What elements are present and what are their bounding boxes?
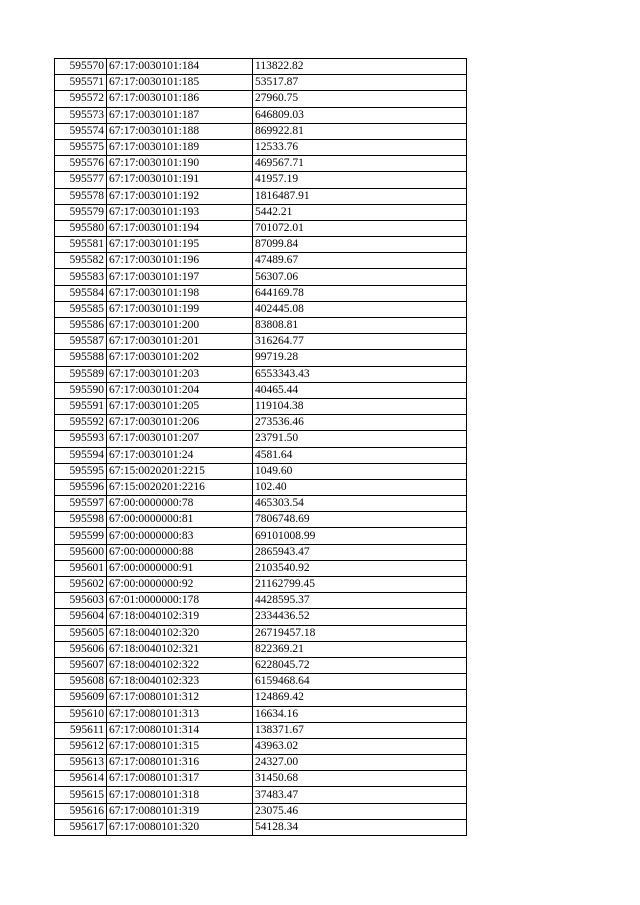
row-id-cell: 595590	[55, 382, 107, 398]
value-cell: 56307.06	[253, 269, 467, 285]
value-cell: 43963.02	[253, 738, 467, 754]
cadastral-number-cell: 67:17:0080101:317	[107, 771, 253, 787]
table-row	[55, 301, 467, 317]
table-row	[55, 641, 467, 657]
value-cell: 12533.76	[253, 139, 467, 155]
table-row	[55, 91, 467, 107]
cadastral-number-cell: 67:17:0030101:198	[107, 285, 253, 301]
value-cell: 4428595.37	[253, 593, 467, 609]
cadastral-number-cell: 67:15:0020201:2216	[107, 479, 253, 495]
row-id-cell: 595593	[55, 431, 107, 447]
table-row	[55, 285, 467, 301]
data-table	[54, 58, 467, 836]
value-cell: 31450.68	[253, 771, 467, 787]
value-cell: 2334436.52	[253, 609, 467, 625]
row-id-cell: 595616	[55, 803, 107, 819]
cadastral-number-cell: 67:17:0030101:190	[107, 156, 253, 172]
table-row	[55, 188, 467, 204]
table-row	[55, 528, 467, 544]
value-cell: 102.40	[253, 479, 467, 495]
row-id-cell: 595601	[55, 560, 107, 576]
table-row	[55, 382, 467, 398]
cadastral-number-cell: 67:17:0030101:207	[107, 431, 253, 447]
table-row	[55, 204, 467, 220]
value-cell: 4581.64	[253, 447, 467, 463]
cadastral-number-cell: 67:17:0030101:205	[107, 398, 253, 414]
cadastral-number-cell: 67:15:0020201:2215	[107, 463, 253, 479]
cadastral-number-cell: 67:18:0040102:321	[107, 641, 253, 657]
row-id-cell: 595607	[55, 657, 107, 673]
cadastral-number-cell: 67:17:0030101:195	[107, 237, 253, 253]
cadastral-number-cell: 67:17:0030101:196	[107, 253, 253, 269]
row-id-cell: 595587	[55, 334, 107, 350]
table-row	[55, 269, 467, 285]
table-row	[55, 803, 467, 819]
cadastral-number-cell: 67:00:0000000:88	[107, 544, 253, 560]
table-row	[55, 577, 467, 593]
cadastral-number-cell: 67:17:0030101:185	[107, 75, 253, 91]
table-row	[55, 350, 467, 366]
cadastral-number-cell: 67:17:0080101:313	[107, 706, 253, 722]
row-id-cell: 595580	[55, 220, 107, 236]
table-row	[55, 674, 467, 690]
cadastral-number-cell: 67:17:0080101:314	[107, 722, 253, 738]
table-row	[55, 398, 467, 414]
cadastral-number-cell: 67:17:0030101:184	[107, 59, 253, 75]
cadastral-number-cell: 67:17:0080101:315	[107, 738, 253, 754]
row-id-cell: 595611	[55, 722, 107, 738]
value-cell: 113822.82	[253, 59, 467, 75]
value-cell: 47489.67	[253, 253, 467, 269]
row-id-cell: 595595	[55, 463, 107, 479]
table-row	[55, 738, 467, 754]
table-body	[55, 59, 467, 836]
cadastral-number-cell: 67:17:0030101:201	[107, 334, 253, 350]
cadastral-number-cell: 67:17:0080101:319	[107, 803, 253, 819]
value-cell: 402445.08	[253, 301, 467, 317]
row-id-cell: 595585	[55, 301, 107, 317]
cadastral-number-cell: 67:17:0030101:192	[107, 188, 253, 204]
table-row	[55, 706, 467, 722]
row-id-cell: 595613	[55, 755, 107, 771]
table-row	[55, 237, 467, 253]
row-id-cell: 595604	[55, 609, 107, 625]
table-row	[55, 59, 467, 75]
cadastral-number-cell: 67:17:0030101:197	[107, 269, 253, 285]
value-cell: 465303.54	[253, 496, 467, 512]
cadastral-number-cell: 67:17:0030101:200	[107, 318, 253, 334]
row-id-cell: 595609	[55, 690, 107, 706]
table-row	[55, 415, 467, 431]
table-row	[55, 75, 467, 91]
cadastral-number-cell: 67:17:0030101:186	[107, 91, 253, 107]
table-row	[55, 123, 467, 139]
value-cell: 2865943.47	[253, 544, 467, 560]
row-id-cell: 595573	[55, 107, 107, 123]
table-row	[55, 560, 467, 576]
cadastral-number-cell: 67:17:0030101:24	[107, 447, 253, 463]
row-id-cell: 595602	[55, 577, 107, 593]
value-cell: 6228045.72	[253, 657, 467, 673]
row-id-cell: 595594	[55, 447, 107, 463]
table-row	[55, 366, 467, 382]
value-cell: 27960.75	[253, 91, 467, 107]
table-row	[55, 496, 467, 512]
value-cell: 273536.46	[253, 415, 467, 431]
cadastral-number-cell: 67:17:0080101:312	[107, 690, 253, 706]
cadastral-number-cell: 67:18:0040102:322	[107, 657, 253, 673]
cadastral-number-cell: 67:17:0030101:189	[107, 139, 253, 155]
row-id-cell: 595584	[55, 285, 107, 301]
table-row	[55, 722, 467, 738]
cadastral-number-cell: 67:17:0030101:199	[107, 301, 253, 317]
value-cell: 7806748.69	[253, 512, 467, 528]
cadastral-number-cell: 67:18:0040102:320	[107, 625, 253, 641]
row-id-cell: 595600	[55, 544, 107, 560]
row-id-cell: 595606	[55, 641, 107, 657]
value-cell: 869922.81	[253, 123, 467, 139]
row-id-cell: 595599	[55, 528, 107, 544]
value-cell: 644169.78	[253, 285, 467, 301]
row-id-cell: 595574	[55, 123, 107, 139]
row-id-cell: 595589	[55, 366, 107, 382]
value-cell: 24327.00	[253, 755, 467, 771]
table-row	[55, 593, 467, 609]
row-id-cell: 595571	[55, 75, 107, 91]
row-id-cell: 595598	[55, 512, 107, 528]
value-cell: 6159468.64	[253, 674, 467, 690]
value-cell: 5442.21	[253, 204, 467, 220]
value-cell: 87099.84	[253, 237, 467, 253]
table-row	[55, 479, 467, 495]
row-id-cell: 595597	[55, 496, 107, 512]
row-id-cell: 595614	[55, 771, 107, 787]
table-row	[55, 755, 467, 771]
value-cell: 83808.81	[253, 318, 467, 334]
row-id-cell: 595612	[55, 738, 107, 754]
value-cell: 53517.87	[253, 75, 467, 91]
value-cell: 2103540.92	[253, 560, 467, 576]
cadastral-number-cell: 67:17:0080101:316	[107, 755, 253, 771]
value-cell: 6553343.43	[253, 366, 467, 382]
value-cell: 23075.46	[253, 803, 467, 819]
table-row	[55, 690, 467, 706]
cadastral-number-cell: 67:17:0030101:204	[107, 382, 253, 398]
table-row	[55, 771, 467, 787]
cadastral-number-cell: 67:17:0030101:202	[107, 350, 253, 366]
value-cell: 26719457.18	[253, 625, 467, 641]
cadastral-number-cell: 67:17:0030101:206	[107, 415, 253, 431]
table-row	[55, 318, 467, 334]
value-cell: 138371.67	[253, 722, 467, 738]
cadastral-number-cell: 67:17:0030101:191	[107, 172, 253, 188]
table-row	[55, 787, 467, 803]
cadastral-number-cell: 67:00:0000000:81	[107, 512, 253, 528]
value-cell: 37483.47	[253, 787, 467, 803]
table-row	[55, 512, 467, 528]
row-id-cell: 595586	[55, 318, 107, 334]
table-row	[55, 609, 467, 625]
row-id-cell: 595615	[55, 787, 107, 803]
cadastral-number-cell: 67:17:0080101:320	[107, 819, 253, 835]
cadastral-number-cell: 67:00:0000000:83	[107, 528, 253, 544]
row-id-cell: 595572	[55, 91, 107, 107]
row-id-cell: 595582	[55, 253, 107, 269]
table-row	[55, 139, 467, 155]
table-row	[55, 625, 467, 641]
value-cell: 16634.16	[253, 706, 467, 722]
value-cell: 124869.42	[253, 690, 467, 706]
cadastral-number-cell: 67:18:0040102:319	[107, 609, 253, 625]
value-cell: 23791.50	[253, 431, 467, 447]
cadastral-number-cell: 67:01:0000000:178	[107, 593, 253, 609]
row-id-cell: 595603	[55, 593, 107, 609]
value-cell: 40465.44	[253, 382, 467, 398]
row-id-cell: 595591	[55, 398, 107, 414]
row-id-cell: 595610	[55, 706, 107, 722]
table-row	[55, 447, 467, 463]
row-id-cell: 595592	[55, 415, 107, 431]
cadastral-number-cell: 67:17:0080101:318	[107, 787, 253, 803]
row-id-cell: 595588	[55, 350, 107, 366]
table-row	[55, 156, 467, 172]
row-id-cell: 595570	[55, 59, 107, 75]
value-cell: 469567.71	[253, 156, 467, 172]
cadastral-number-cell: 67:00:0000000:78	[107, 496, 253, 512]
value-cell: 646809.03	[253, 107, 467, 123]
table-row	[55, 463, 467, 479]
table-row	[55, 334, 467, 350]
cadastral-number-cell: 67:17:0030101:193	[107, 204, 253, 220]
table-row	[55, 431, 467, 447]
value-cell: 69101008.99	[253, 528, 467, 544]
table-row	[55, 220, 467, 236]
row-id-cell: 595596	[55, 479, 107, 495]
table-row	[55, 253, 467, 269]
value-cell: 822369.21	[253, 641, 467, 657]
row-id-cell: 595579	[55, 204, 107, 220]
cadastral-number-cell: 67:17:0030101:188	[107, 123, 253, 139]
cadastral-number-cell: 67:17:0030101:194	[107, 220, 253, 236]
cadastral-number-cell: 67:17:0030101:187	[107, 107, 253, 123]
row-id-cell: 595605	[55, 625, 107, 641]
value-cell: 119104.38	[253, 398, 467, 414]
row-id-cell: 595578	[55, 188, 107, 204]
row-id-cell: 595575	[55, 139, 107, 155]
table-row	[55, 544, 467, 560]
value-cell: 1049.60	[253, 463, 467, 479]
table-row	[55, 107, 467, 123]
value-cell: 316264.77	[253, 334, 467, 350]
table-row	[55, 172, 467, 188]
row-id-cell: 595577	[55, 172, 107, 188]
value-cell: 54128.34	[253, 819, 467, 835]
row-id-cell: 595583	[55, 269, 107, 285]
value-cell: 41957.19	[253, 172, 467, 188]
row-id-cell: 595608	[55, 674, 107, 690]
cadastral-number-cell: 67:00:0000000:92	[107, 577, 253, 593]
cadastral-number-cell: 67:00:0000000:91	[107, 560, 253, 576]
value-cell: 21162799.45	[253, 577, 467, 593]
table-row	[55, 819, 467, 835]
value-cell: 1816487.91	[253, 188, 467, 204]
cadastral-number-cell: 67:17:0030101:203	[107, 366, 253, 382]
value-cell: 99719.28	[253, 350, 467, 366]
cadastral-number-cell: 67:18:0040102:323	[107, 674, 253, 690]
table-row	[55, 657, 467, 673]
value-cell: 701072.01	[253, 220, 467, 236]
row-id-cell: 595617	[55, 819, 107, 835]
row-id-cell: 595581	[55, 237, 107, 253]
row-id-cell: 595576	[55, 156, 107, 172]
